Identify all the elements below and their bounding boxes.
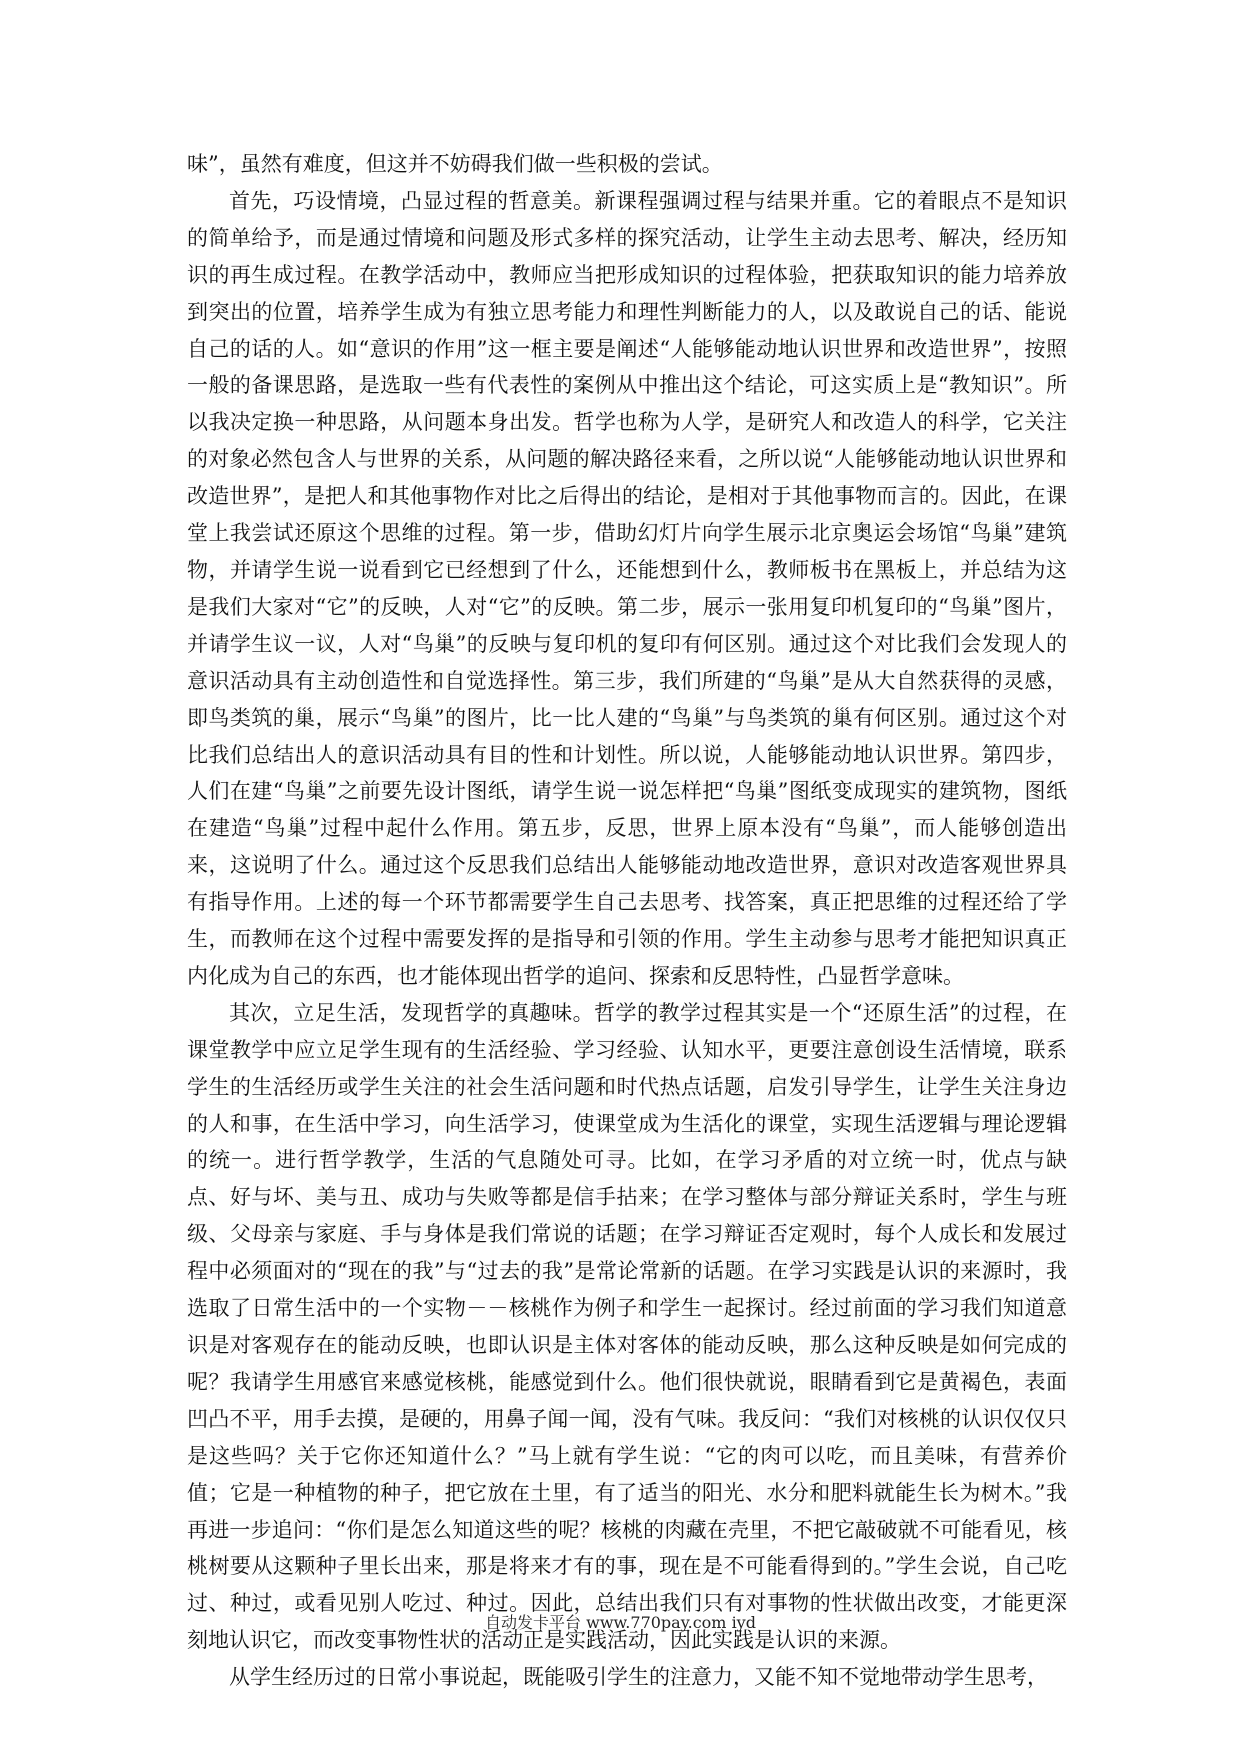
paragraph-first-point: 首先，巧设情境，凸显过程的哲意美。新课程强调过程与结果并重。它的着眼点不是知识的简单给予，而是通过情境和问题及形式多样的探究活动，让学生主动去思考、解决，经历知识的再生成过程。在教学活动中，教师应当把形成知识的过程体验，把获取知识的能力培养放到突出的位置，培养学生成为有独立思考能力和理性判断能力的人，以及敢说自己的话、能说自己的话的人。如“意识的作用”这一框主要是阐述“人能够能动地认识世界和改造世界”，按照一般的备课思路，是选取一些有代表性的案例从中推出这个结论，可这实质上是“教知识”。所以我决定换一种思路，从问题本身出发。哲学也称为人学，是研究人和改造人的科学，它关注的对象必然包含人与世界的关系，从问题的解决路径来看，之所以说“人能够能动地认识世界和改造世界”，是把人和其他事物作对比之后得出的结论，是相对于其他事物而言的。因此，在课堂上我尝试还原这个思维的过程。第一步，借助幻灯片向学生展示北京奥运会场馆“鸟巢”建筑物，并请学生说一说看到它已经想到了什么，还能想到什么，教师板书在黑板上，并总结为这是我们大家对“它”的反映，人对“它”的反映。第二步，展示一张用复印机复印的“鸟巢”图片，并请学生议一议，人对“鸟巢”的反映与复印机的复印有何区别。通过这个对比我们会发现人的意识活动具有主动创造性和自觉选择性。第三步，我们所建的“鸟巢”是从大自然获得的灵感，即鸟类筑的巢，展示“鸟巢”的图片，比一比人建的“鸟巢”与鸟类筑的巢有何区别。通过这个对比我们总结出人的意识活动具有目的性和计划性。所以说，人能够能动地认识世界。第四步，人们在建“鸟巢”之前要先设计图纸，请学生说一说怎样把“鸟巢”图纸变成现实的建筑物，图纸在建造“鸟巢”过程中起什么作用。第五步，反思，世界上原本没有“鸟巢”，而人能够创造出来，这说明了什么。通过这个反思我们总结出人能够能动地改造世界，意识对改造客观世界具有指导作用。上述的每一个环节都需要学生自己去思考、找答案，真正把思维的过程还给了学生，而教师在这个过程中需要发挥的是指导和引领的作用。学生主动参与思考才能把知识真正内化成为自己的东西，也才能体现出哲学的追问、探索和反思特性，凸显哲学意味。 [187,188,1067,988]
document-body [187,146,1067,1696]
paragraph-continuation: 味”，虽然有难度，但这并不妨碍我们做一些积极的尝试。 [187,152,723,176]
page-footer: 自动发卡平台 www.770pay.com iyd [485,1613,756,1632]
paragraph-second-point: 其次，立足生活，发现哲学的真趣味。哲学的教学过程其实是一个“还原生活”的过程，在课堂教学中应立足学生现有的生活经验、学习经验、认知水平，更要注意创设生活情境，联系学生的生活经历或学生关注的社会生活问题和时代热点话题，启发引导学生，让学生关注身边的人和事，在生活中学习，向生活学习，使课堂成为生活化的课堂，实现生活逻辑与理论逻辑的统一。进行哲学教学，生活的气息随处可寻。比如，在学习矛盾的对立统一时，优点与缺点、好与坏、美与丑、成功与失败等都是信手拈来；在学习整体与部分辩证关系时，学生与班级、父母亲与家庭、手与身体是我们常说的话题；在学习辩证否定观时，每个人成长和发展过程中必须面对的“现在的我”与“过去的我”是常论常新的话题。在学习实践是认识的来源时，我选取了日常生活中的一个实物－－核桃作为例子和学生一起探讨。经过前面的学习我们知道意识是对客观存在的能动反映，也即认识是主体对客体的能动反映，那么这种反映是如何完成的呢？我请学生用感官来感觉核桃，能感觉到什么。他们很快就说，眼睛看到它是黄褐色，表面凹凸不平，用手去摸，是硬的，用鼻子闻一闻，没有气味。我反问：“我们对核桃的认识仅仅只是这些吗？关于它你还知道什么？”马上就有学生说：“它的肉可以吃，而且美味，有营养价值；它是一种植物的种子，把它放在土里，有了适当的阳光、水分和肥料就能生长为树木。”我再进一步追问：“你们是怎么知道这些的呢？核桃的肉藏在壳里，不把它敲破就不可能看见，核桃树要从这颗种子里长出来，那是将来才有的事，现在是不可能看得到的。”学生会说，自己吃过、种过，或看见别人吃过、种过。因此，总结出我们只有对事物的性状做出改变，才能更深刻地认识它，而改变事物性状的活动正是实践活动，因此实践是认识的来源。 [187,1000,1067,1653]
paragraph-closing: 从学生经历过的日常小事说起，既能吸引学生的注意力，又能不知不觉地带动学生思考， [229,1665,1048,1690]
